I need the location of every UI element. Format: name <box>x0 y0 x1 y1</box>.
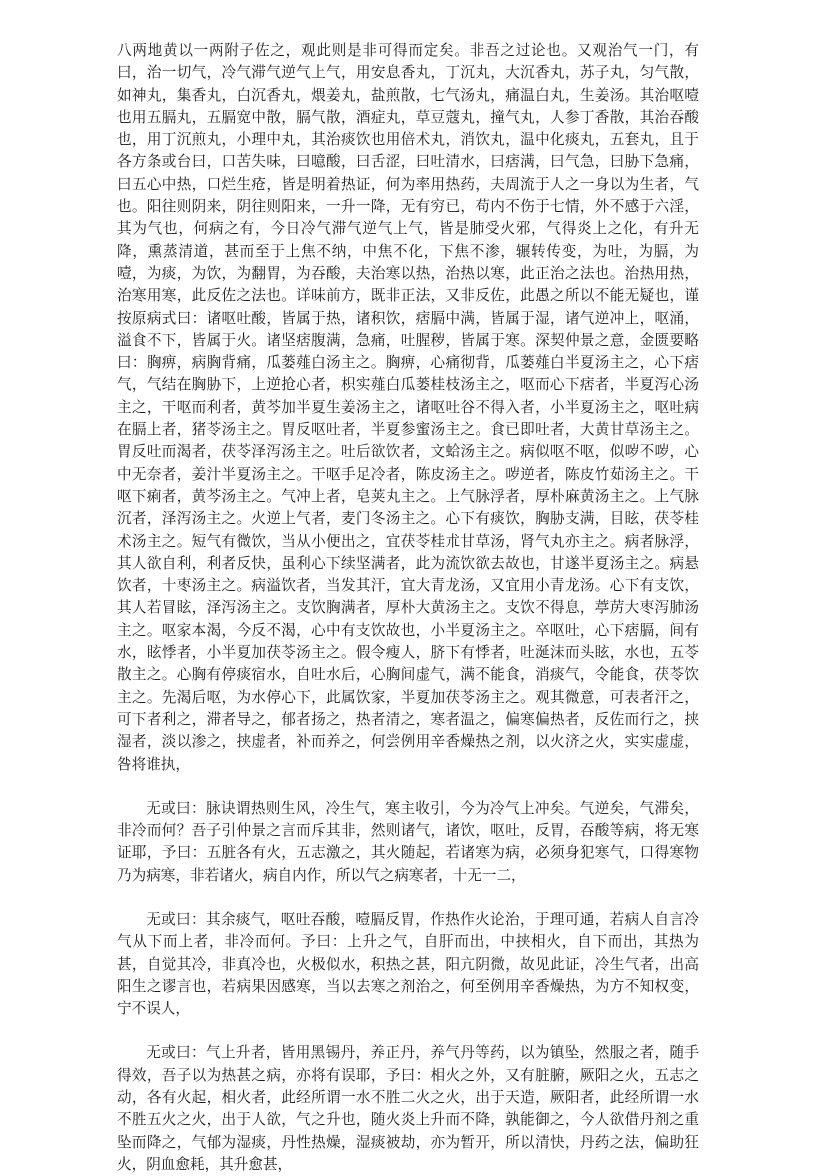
document-page <box>117 40 699 1176</box>
paragraph-3: 无或曰：其余痰气，呕吐吞酸，噎膈反胃，作热作火论治，于理可通，若病人自言冷气从下而上者，非冷而何。予曰：上升之气，自肝而出，中挟相火，自下而出，其热为甚，自觉其冷，非真冷也，火极似水，积热之甚，阳亢阴微，故见此证，冷生气者，出高阳生之谬言也，若病果因感寒，当以去寒之剂治之，何至例用辛香燥热，为方不知权变，宁不误人， <box>117 910 699 1018</box>
paragraph-2: 无或曰：脉诀谓热则生风，冷生气，寒主收引，今为冷气上冲矣。气逆矣，气滞矣，非冷而何？吾子引仲景之言而斥其非，然则诸气，诸饮，呕吐，反胃，吞酸等病，将无寒证耶，予曰：五脏各有火，五志激之，其火随起，若诸寒为病，必须身犯寒气，口得寒物乃为病寒，非若诸火，病自内作，所以气之病寒者，十无一二， <box>117 799 699 884</box>
paragraph-1: 八两地黄以一两附子佐之，观此则是非可得而定矣。非吾之过论也。又观治气一门，有曰，治一切气，冷气滞气逆气上气，用安息香丸，丁沉丸，大沉香丸，苏子丸，匀气散，如神丸，集香丸，白沉香丸，煨姜丸，盐煎散，七气汤丸，痛温白丸，生姜汤。其治呕噎也用五膈丸，五膈宽中散，膈气散，酒症丸，草豆蔻丸，撞气丸，人参丁香散，其治吞酸也，用丁沉煎丸，小理中丸，其治痰饮也用倍术丸，消饮丸，温中化痰丸，五套丸，且于各方条或台曰，口苦失味，曰噫酸，曰舌涩，曰吐清水，曰痞满，曰气急，曰胁下急痛，曰五心中热，口烂生疮，皆是明着热证，何为率用热药，夫周流于人之一身以为生者，气也。阳往则阴来，阴往则阳来，一升一降，无有穷已，苟内不伤于七情，外不感于六淫，其为气也，何病之有，今日冷气滞气逆气上气，皆是肺受火邪，气得炎上之化，有升无降，熏蒸清道，甚而至于上焦不纳，中焦不化，下焦不渗，辗转传变，为吐，为膈，为噎，为痰，为饮，为翻胃，为吞酸，夫治寒以热，治热以寒，此正治之法也。治热用热，治寒用寒，此反佐之法也。详味前方，既非正法，又非反佐，此愚之所以不能无疑也，谨按原病式曰：诸呕吐酸，皆属于热，诸积饮，痞膈中满，皆属于湿，诸气逆冲上，呕涌，溢食不下，皆属于火。诸坚痞腹满，急痛，吐腥秽，皆属于寒。深契仲景之意，金匮要略曰：胸痹，病胸背痛，瓜蒌薤白汤主之。胸痹，心痛彻背，瓜蒌薤白半夏汤主之，心下痞气，气结在胸胁下，上逆抢心者，枳实薤白瓜蒌桂枝汤主之，呕而心下痞者，半夏泻心汤主之，干呕而利者，黄芩加半夏生姜汤主之，诸呕吐谷不得入者，小半夏汤主之，呕吐病在膈上者，猪苓汤主之。胃反呕吐者，半夏参蜜汤主之。食已即吐者，大黄甘草汤主之。胃反吐而渴者，茯苓泽泻汤主之。吐后欲饮者，文蛤汤主之。病似呕不呕，似哕不哕，心中无奈者，姜汁半夏汤主之。干呕手足冷者，陈皮汤主之。哕逆者，陈皮竹茹汤主之。干呕下痢者，黄芩汤主之。气冲上者，皂荚丸主之。上气脉浮者，厚朴麻黄汤主之。上气脉沉者，泽泻汤主之。火逆上气者，麦门冬汤主之。心下有痰饮，胸胁支满，目眩，茯苓桂术汤主之。短气有微饮，当从小便出之，宜茯苓桂朮甘草汤，肾气丸亦主之。病者脉浮，其人欲自利，利者反快，虽利心下续坚满者，此为流饮欲去故也，甘遂半夏汤主之。病悬饮者，十枣汤主之。病溢饮者，当发其汗，宜大青龙汤，又宜用小青龙汤。心下有支饮，其人若冒眩，泽泻汤主之。支饮胸满者，厚朴大黄汤主之。支饮不得息，葶苈大枣泻肺汤主之。呕家本渴，今反不渴，心中有支饮故也，小半夏汤主之。卒呕吐，心下痞膈，间有水，眩悸者，小半夏加茯苓汤主之。假令瘦人，脐下有悸者，吐涎沫而头眩，水也，五苓散主之。心胸有停痰宿水，自吐水后，心胸间虚气，满不能食，消痰气，令能食，茯苓饮主之。先渴后呕，为水停心下，此属饮家，半夏加茯苓汤主之。观其微意，可表者汗之，可下者利之，滞者导之，郁者扬之，热者清之，寒者温之，偏寒偏热者，反佐而行之，挟湿者，淡以渗之，挟虚者，补而养之，何尝例用辛香燥热之剂，以火济之火，实实虚虚，咎将谁执， <box>117 42 699 773</box>
paragraph-4: 无或曰：气上升者，皆用黑锡丹，养正丹，养气丹等药，以为镇坠，然服之者，随手得效，吾子以为热甚之病，亦将有误耶，予曰：相火之外，又有脏腑，厥阳之火，五志之动，各有火起，相火者，此经所谓一水不胜二火之火，出于天造，厥阳者，此经所谓一水不胜五火之火，出于人欲，气之升也，随火炎上升而不降，孰能御之，今人欲借丹剂之重坠而降之，气郁为湿痰，丹性热燥，湿痰被劫，亦为暂开，所以清快，丹药之法，偏助狂火，阴血愈耗，其升愈甚， <box>117 1044 699 1173</box>
